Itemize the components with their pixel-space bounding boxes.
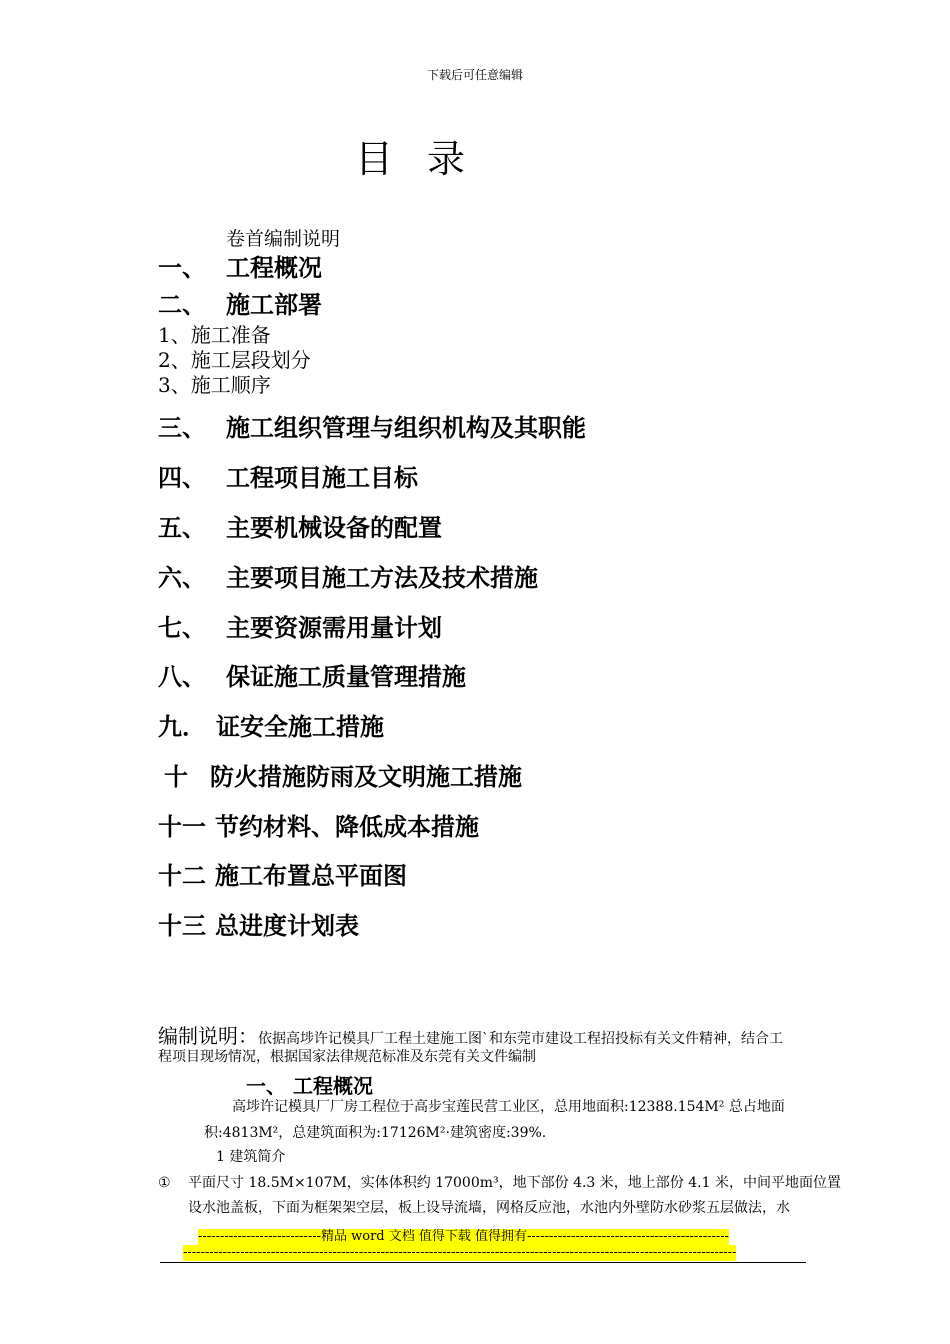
- toc-item-6: [158, 558, 538, 593]
- overview-line-2: 积:4813M²，总建筑面积为:17126M²·建筑密度:39%.: [204, 1125, 547, 1141]
- footer-watermark-line-2: ------------------------------------------------------------------------------------------------------------------------------: [183, 1245, 737, 1260]
- toc-subitem-1: 1、施工准备: [158, 323, 271, 347]
- toc-title-char-1: 目: [355, 137, 394, 181]
- toc-item-text: 工程项目施工目标: [226, 463, 418, 492]
- toc-item-number: 六、: [158, 563, 206, 592]
- toc-item-4: [158, 458, 418, 493]
- toc-item-text: 总进度计划表: [215, 911, 359, 940]
- toc-item-number: 十二: [158, 861, 206, 890]
- toc-item-9: [158, 707, 384, 742]
- toc-item-number: 十三: [158, 911, 206, 940]
- item-line-2: 设水池盖板，下面为框架架空层，板上设导流墙，网格反应池，水池内外壁防水砂浆五层做法，水: [188, 1200, 790, 1216]
- toc-item-number: 四、: [158, 463, 206, 492]
- toc-item-number: 七、: [158, 613, 206, 642]
- toc-item-5: [158, 508, 442, 543]
- header-note: 下载后可任意编辑: [426, 68, 523, 82]
- toc-item-1: [158, 248, 322, 283]
- explain-line-2: 程项目现场情况，根据国家法律规范标准及东莞有关文件编制: [158, 1049, 536, 1065]
- toc-subitem-2: 2、施工层段划分: [158, 348, 311, 372]
- explain-line-1: 依据高埗许记模具厂工程土建施工图`和东莞市建设工程招投标有关文件精神，结合工: [258, 1031, 783, 1047]
- toc-item-text: 节约材料、降低成本措施: [215, 812, 479, 841]
- section-title-overview: 一、 工程概况: [246, 1074, 373, 1098]
- toc-item-7: [158, 608, 442, 643]
- toc-item-number: 十: [164, 762, 188, 791]
- overview-line-1: 高埗许记模具厂厂房工程位于高步宝莲民营工业区，总用地面积:12388.154M² 总占地面: [232, 1099, 785, 1115]
- toc-item-12: [158, 856, 407, 891]
- explain-label: 编制说明：: [158, 1024, 258, 1048]
- toc-item-text: 主要项目施工方法及技术措施: [226, 563, 538, 592]
- item-line-1: 平面尺寸 18.5M×107M，实体体积约 17000m³，地下部份 4.3 米，地上部份 4.1 米，中间平地面位置: [188, 1175, 841, 1191]
- toc-item-text: 保证施工质量管理措施: [226, 662, 466, 691]
- toc-item-text: 施工布置总平面图: [215, 861, 407, 890]
- toc-item-number: 十一: [158, 812, 206, 841]
- building-intro-heading: 1 建筑简介: [216, 1149, 286, 1165]
- item-marker: ①: [158, 1175, 171, 1191]
- toc-item-number: 三、: [158, 413, 206, 442]
- toc-item-number: 九．: [158, 712, 206, 741]
- toc-title: [355, 128, 465, 183]
- toc-item-number: 八、: [158, 662, 206, 691]
- toc-item-text: 施工部署: [226, 290, 322, 319]
- toc-item-13: [158, 906, 359, 941]
- toc-item-number: 二、: [158, 290, 206, 319]
- toc-item-10: [164, 757, 522, 792]
- toc-item-text: 主要机械设备的配置: [226, 513, 442, 542]
- toc-subitem-3: 3、施工顺序: [158, 373, 271, 397]
- toc-item-text: 防火措施防雨及文明施工措施: [210, 762, 522, 791]
- toc-item-text: 证安全施工措施: [216, 712, 384, 741]
- toc-item-3: [158, 408, 586, 443]
- toc-preface: 卷首编制说明: [226, 228, 341, 250]
- toc-item-text: 工程概况: [226, 253, 322, 282]
- toc-item-number: 一、: [158, 253, 206, 282]
- toc-item-text: 施工组织管理与组织机构及其职能: [226, 413, 586, 442]
- footer-watermark-line-1: ----------------------------精品 word 文档 值得下载 值得拥有----------------------------------------------: [198, 1229, 730, 1244]
- toc-item-8: [158, 657, 466, 692]
- toc-title-char-2: 录: [427, 137, 466, 181]
- toc-item-text: 主要资源需用量计划: [226, 613, 442, 642]
- toc-item-number: 五、: [158, 513, 206, 542]
- toc-item-11: [158, 807, 479, 842]
- footer-divider: [160, 1262, 806, 1263]
- toc-item-2: [158, 285, 322, 320]
